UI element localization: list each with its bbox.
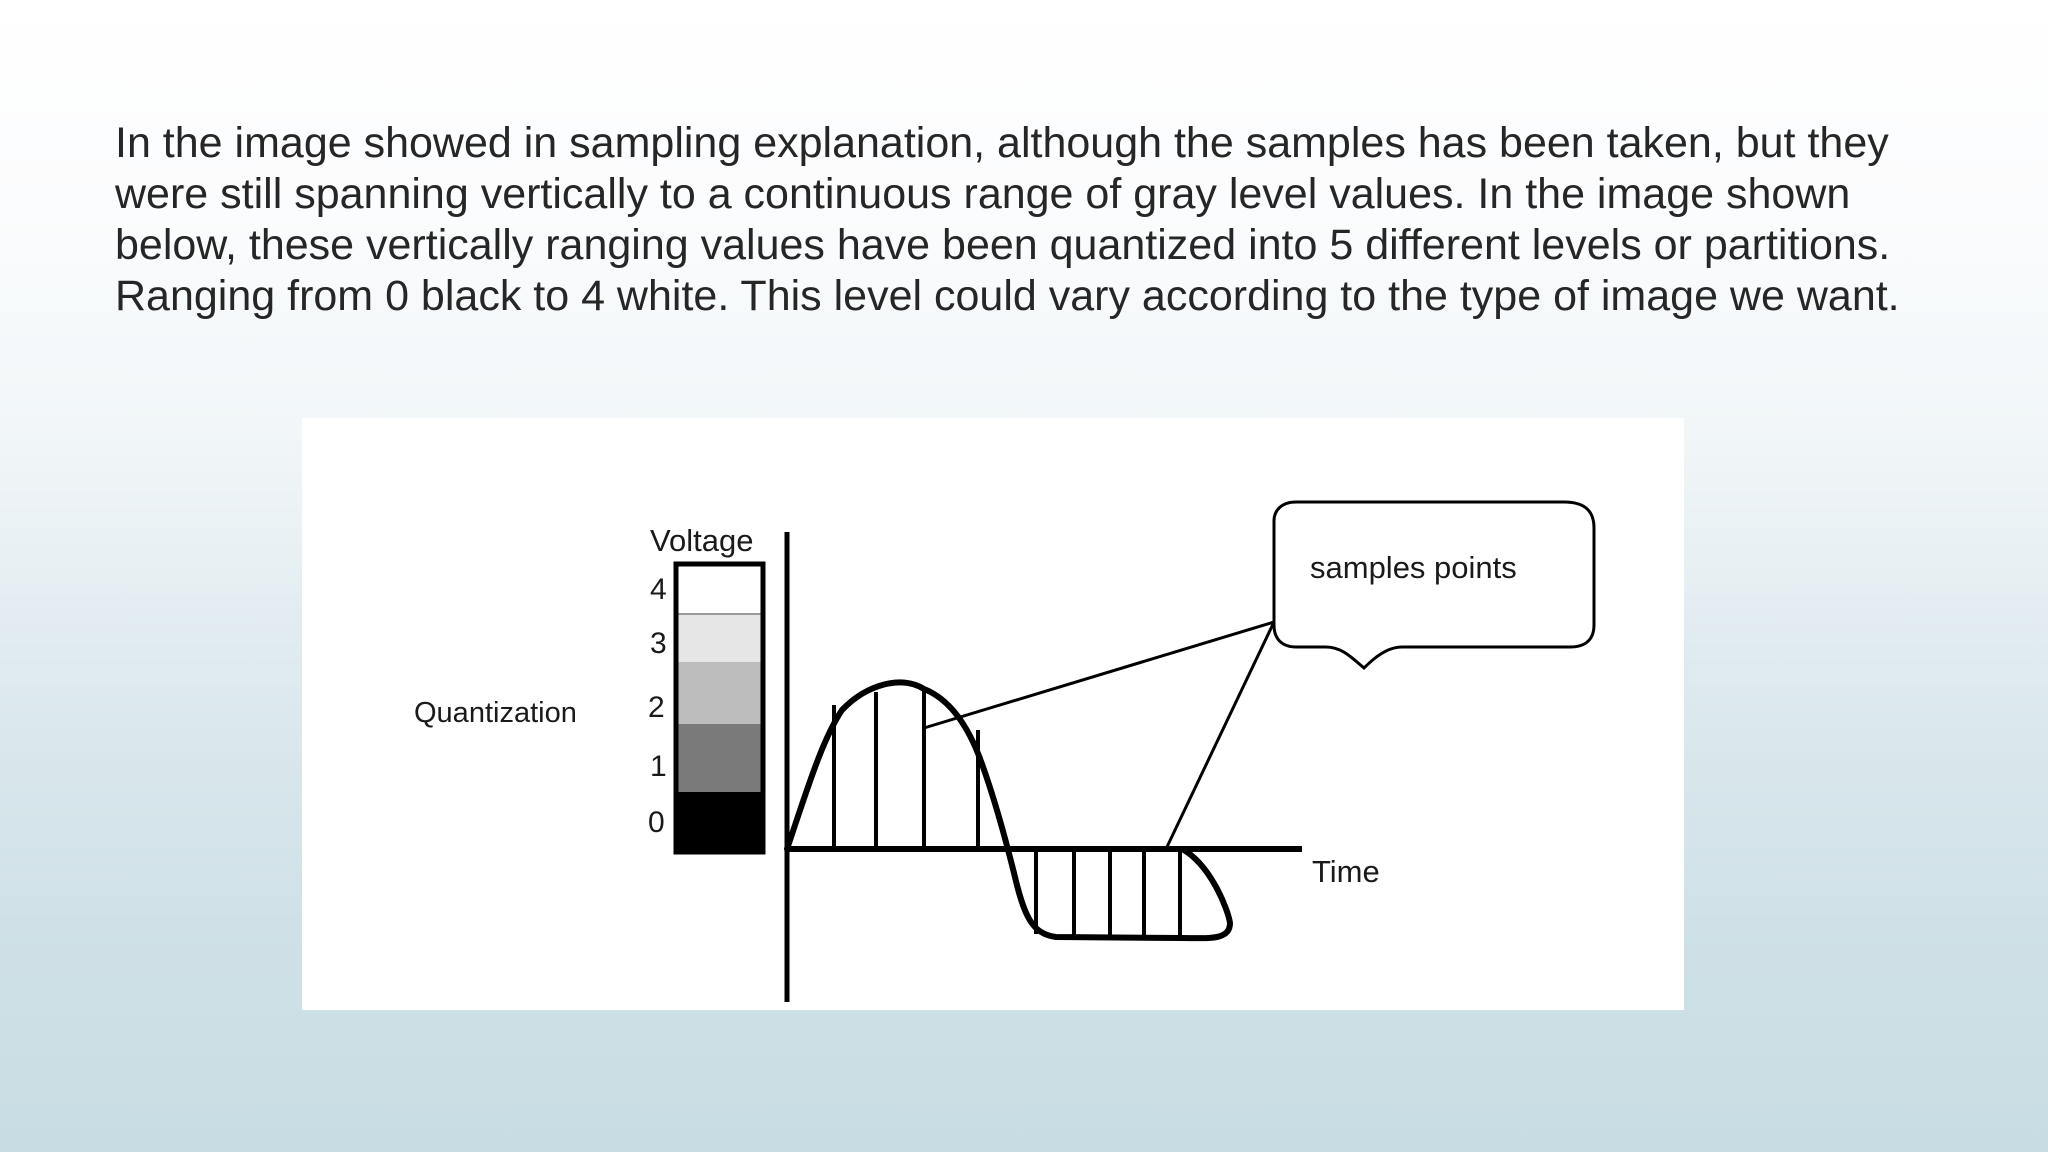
time-axis-label: Time (1312, 854, 1380, 889)
callout-text: samples points (1310, 550, 1517, 585)
paragraph-line-1: In the image showed in sampling explanation, although the samples has been taken, but they (115, 119, 1889, 167)
callout-pointer (924, 622, 1274, 728)
quantization-figure (302, 418, 1684, 1010)
level-0-swatch (676, 792, 763, 852)
quantization-diagram (302, 418, 1684, 1010)
body-paragraph (115, 118, 1965, 322)
level-4-swatch (676, 564, 763, 614)
level-1-swatch (676, 724, 763, 792)
sample-lines (834, 689, 1180, 938)
paragraph-line-2: were still spanning vertically to a continuous range of gray level values. In the image shown (115, 170, 1851, 218)
level-label-3: 3 (650, 627, 667, 660)
level-label-1: 1 (650, 750, 667, 783)
voltage-axis-label: Voltage (650, 523, 754, 558)
paragraph-line-3: below, these vertically ranging values have been quantized into 5 different levels or partitions. (115, 221, 1891, 269)
callout-bubble (1274, 502, 1594, 668)
paragraph-line-4: Ranging from 0 black to 4 white. This level could vary according to the type of image we want. (115, 272, 1900, 320)
quantization-label: Quantization (414, 697, 577, 729)
level-label-2: 2 (648, 691, 665, 724)
gray-level-bar (676, 564, 763, 852)
analog-waveform (787, 682, 1230, 938)
level-2-swatch (676, 662, 763, 724)
callout-pointer (1166, 622, 1274, 849)
level-label-0: 0 (648, 806, 665, 839)
level-label-4: 4 (650, 573, 667, 606)
level-3-swatch (676, 614, 763, 662)
